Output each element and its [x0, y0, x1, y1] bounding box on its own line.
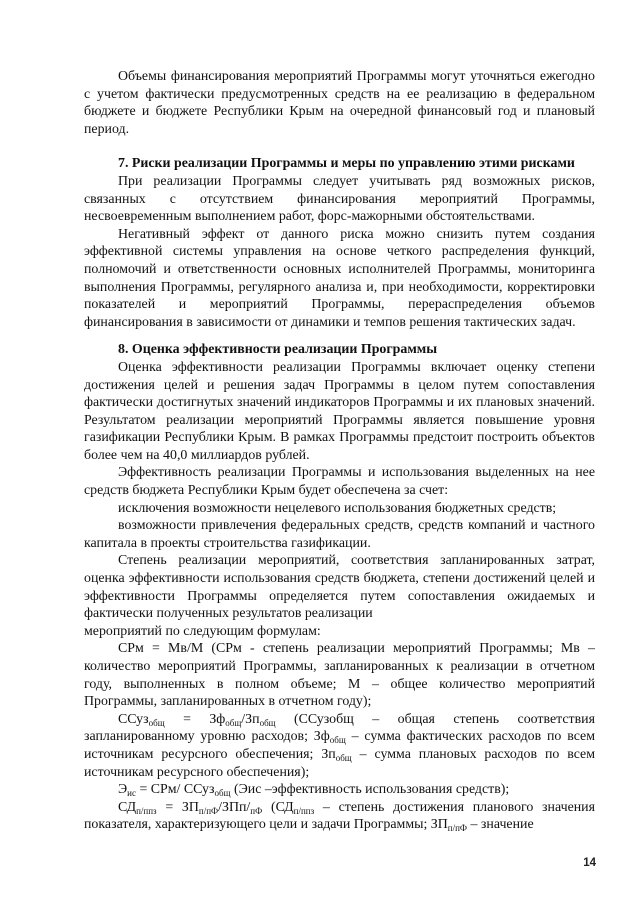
- formula-sd: $СД_{п/ппз} = ЗП_{п/пФ}/ЗПп/_{пФ}$ ($СД_{п/ппз}$ – степень достижения планового значения показателя, характеризующего цели и задачи Программы; $ЗП_{п/пФ}$ – значение: [84, 799, 595, 834]
- paragraph-risks-1: При реализации Программы следует учитывать ряд возможных рисков, связанных с отсутствием финансирования мероприятий Программы, несвоевременным выполнением работ, форс-мажорными обстоятельствами.: [84, 173, 595, 225]
- page-number: 14: [583, 857, 596, 869]
- paragraph-eval-5-cont: мероприятий по следующим формулам:: [84, 623, 321, 639]
- formula-srm: СРм = Мв/М (СРм - степень реализации мероприятий Программы; Мв – количество мероприятий Программы, запланированных к реализации в отчетном году, выполненных в полном объеме; М – общее количество мероприятий Программы, запланированных в отчетном году);: [84, 641, 595, 710]
- paragraph-risks-2: Негативный эффект от данного риска можно снизить путем создания эффективной системы управления на основе четкого распределения функций, полномочий и ответственности основных исполнителей Программы, мониторинга выполнения Программы, регулярного анализа и, при необходимости, корректировки показателей и мероприятий Программы, перераспределения объемов финансирования в зависимости от динамики и темпов решения тактических задач.: [84, 226, 595, 330]
- paragraph-intro: Объемы финансирования мероприятий Программы могут уточняться ежегодно с учетом фактически предусмотренных средств на ее реализацию в федеральном бюджете и бюджете Республики Крым на очередной финансовый год и плановый период.: [84, 69, 595, 137]
- paragraph-eval-3: исключения возможности нецелевого использования бюджетных средств;: [118, 500, 557, 516]
- section-7-heading: 7. Риски реализации Программы и меры по управлению этими рисками: [118, 156, 575, 172]
- paragraph-eval-5: Степень реализации мероприятий, соответствия запланированных затрат, оценка эффективности использования средств бюджета, степени достижений целей и эффективности Программы определяется путем сопоставления ожидаемых и фактически полученных результатов реализации: [84, 553, 595, 622]
- formula-eis: $Э_{ис} = СРм/$ ССуз$_{общ}$ (Эис –эффективность использования средств);: [118, 782, 510, 799]
- formula-ssuz: ССуз$_{общ}$ = $Зф_{общ}/Зп_{общ}$ (ССузобщ – общая степень соответствия запланированному уровню расходов; $Зф_{общ}$ – сумма фактических расходов по всем источникам ресурсного обеспечения; $Зп_{общ}$ – сумма плановых расходов по всем источникам ресурсного обеспечения);: [84, 711, 595, 780]
- paragraph-eval-2: Эффективность реализации Программы и использования выделенных на нее средств бюджета Республики Крым будет обеспечена за счет:: [84, 465, 595, 499]
- section-8-heading: 8. Оценка эффективности реализации Программы: [118, 342, 438, 358]
- document-page: [84, 68, 595, 834]
- paragraph-eval-1: Оценка эффективности реализации Программы включает оценку степени достижения целей и решения задач Программы в целом путем сопоставления фактически достигнутых значений индикаторов Программы и их плановых значений. Результатом реализации мероприятий Программы является повышение уровня газификации Республики Крым. В рамках Программы предстоит построить объектов более чем на 40,0 миллиардов рублей.: [84, 359, 595, 463]
- paragraph-eval-4: возможности привлечения федеральных средств, средств компаний и частного капитала в проекты строительства газификации.: [84, 518, 595, 551]
